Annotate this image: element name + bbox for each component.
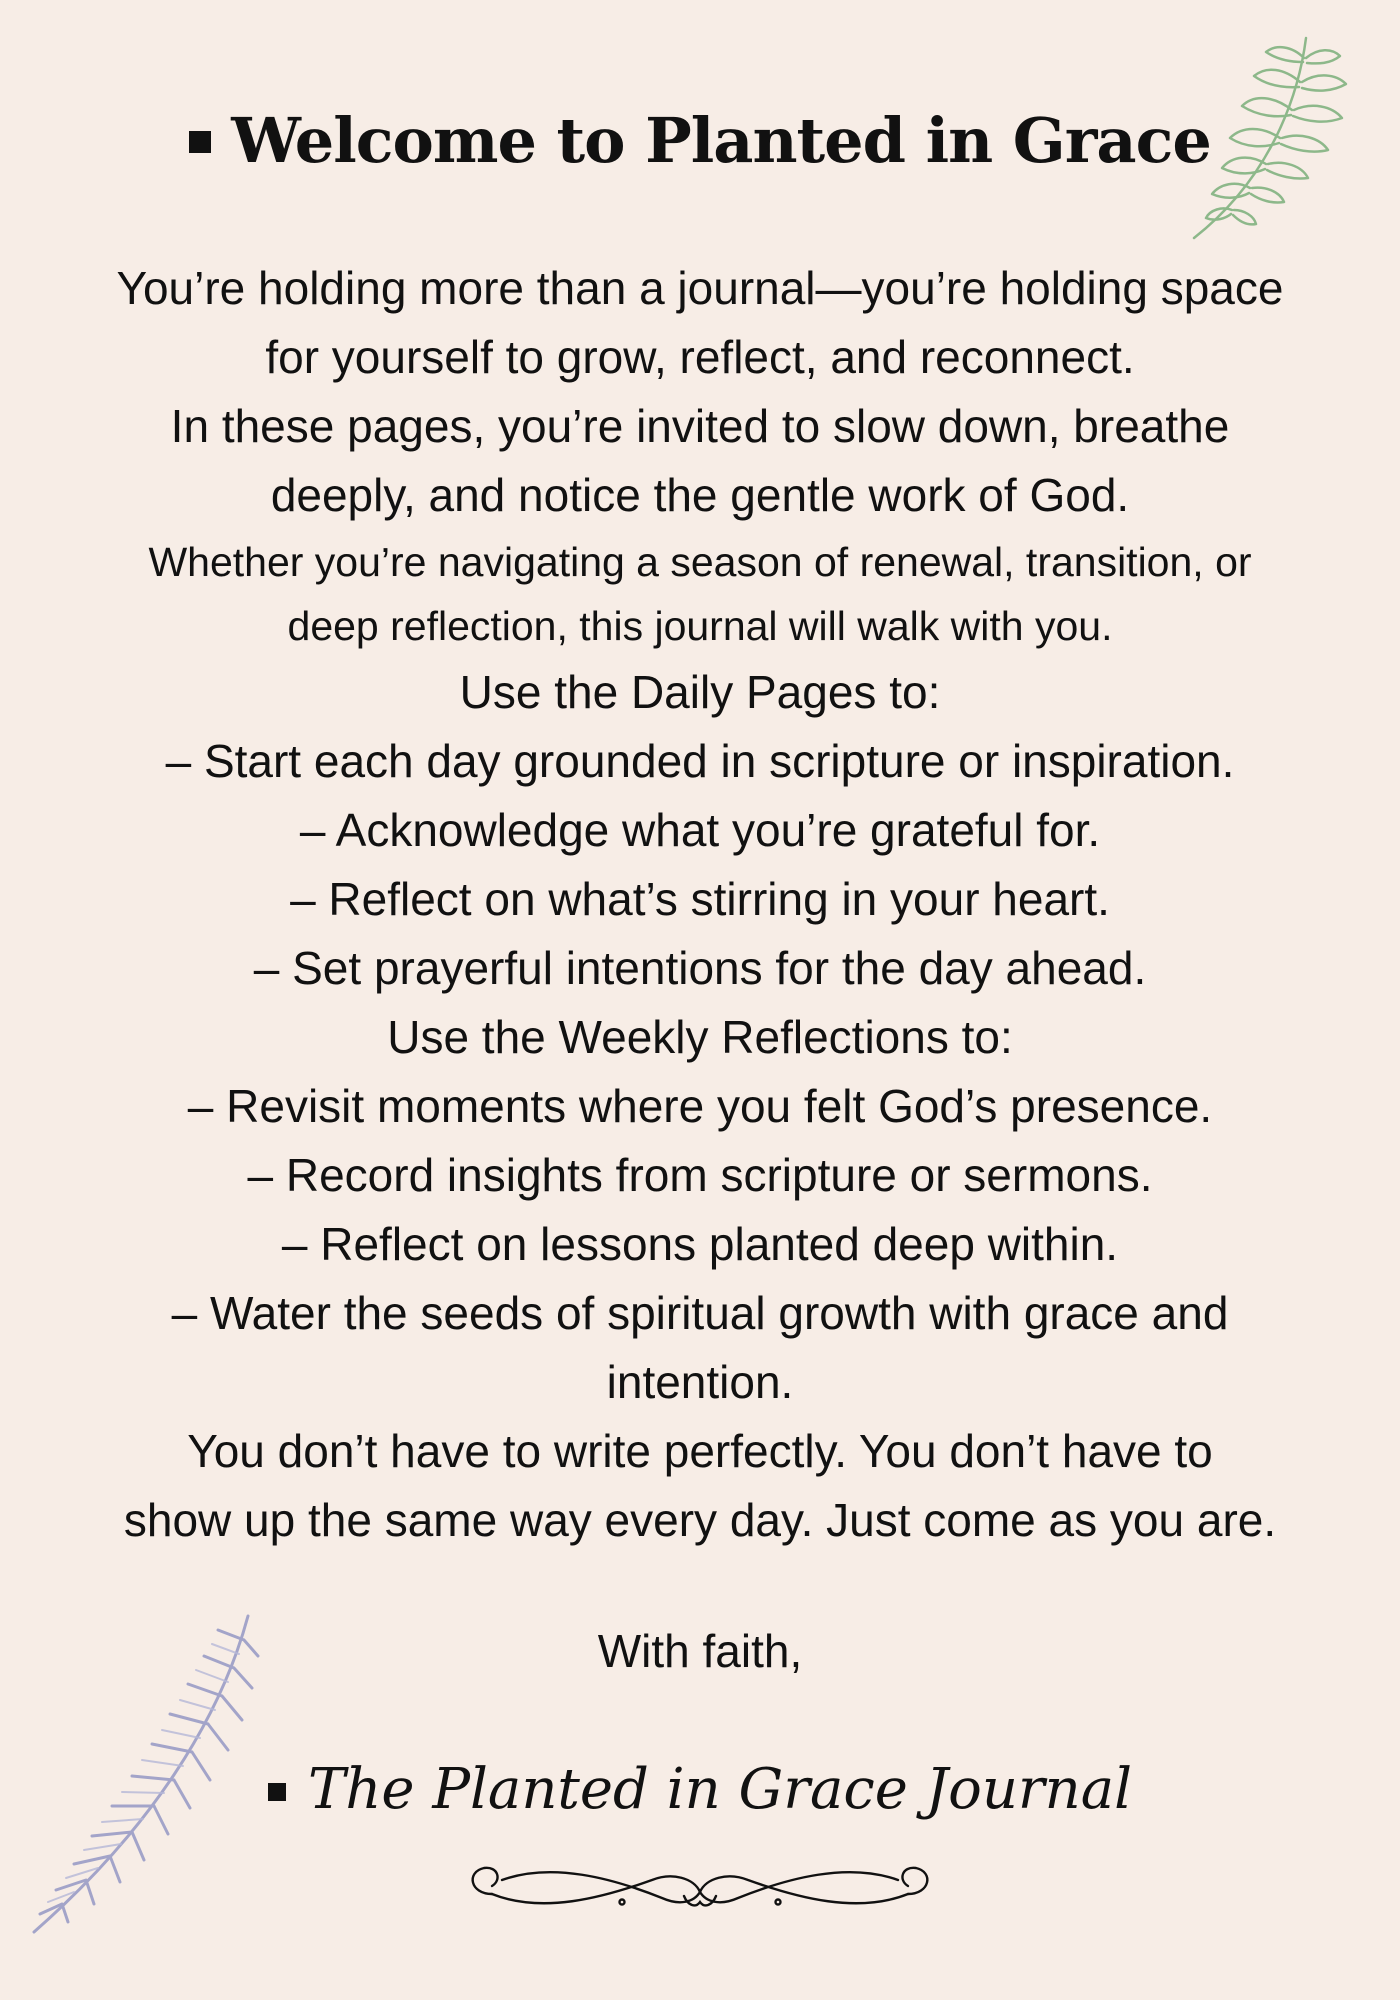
- closing-salutation: With faith,: [597, 1625, 803, 1677]
- daily-list-item: – Reflect on what’s stirring in your heart.: [290, 873, 1110, 925]
- daily-list-item: – Start each day grounded in scripture or inspiration.: [165, 735, 1235, 787]
- weekly-reflections-heading: Use the Weekly Reflections to:: [387, 1011, 1013, 1063]
- weekly-list-item: – Revisit moments where you felt God’s presence.: [187, 1080, 1213, 1132]
- intro-line: You’re holding more than a journal—you’re holding space: [116, 262, 1284, 314]
- intro-line: In these pages, you’re invited to slow down, breathe: [170, 400, 1230, 452]
- fern-leaf-icon: [1180, 30, 1360, 250]
- season-line: Whether you’re navigating a season of renewal, transition, or: [148, 539, 1252, 585]
- square-bullet-icon: [268, 1783, 286, 1801]
- palm-leaf-icon: [20, 1610, 260, 1940]
- intro-line: for yourself to grow, reflect, and reconnect.: [265, 331, 1135, 383]
- signature-text: The Planted in Grace Journal: [307, 1757, 1133, 1822]
- daily-pages-heading: Use the Daily Pages to:: [459, 666, 941, 718]
- intro-line: deeply, and notice the gentle work of God.: [270, 469, 1130, 521]
- letter-body: [40, 254, 1360, 1555]
- weekly-list-item: – Water the seeds of spiritual growth with grace and intention.: [171, 1287, 1229, 1408]
- daily-list-item: – Set prayerful intentions for the day ahead.: [253, 942, 1147, 994]
- encouragement-line: show up the same way every day. Just come as you are.: [123, 1494, 1277, 1546]
- square-bullet-icon: [189, 131, 211, 153]
- page-title-text: Welcome to Planted in Grace: [231, 104, 1211, 177]
- ornamental-flourish-icon: [462, 1858, 938, 1924]
- season-line: deep reflection, this journal will walk with you.: [287, 603, 1113, 649]
- weekly-list-item: – Record insights from scripture or sermons.: [247, 1149, 1153, 1201]
- daily-list-item: – Acknowledge what you’re grateful for.: [299, 804, 1101, 856]
- weekly-list-item: – Reflect on lessons planted deep within.: [281, 1218, 1119, 1270]
- encouragement-line: You don’t have to write perfectly. You don’t have to: [187, 1425, 1213, 1477]
